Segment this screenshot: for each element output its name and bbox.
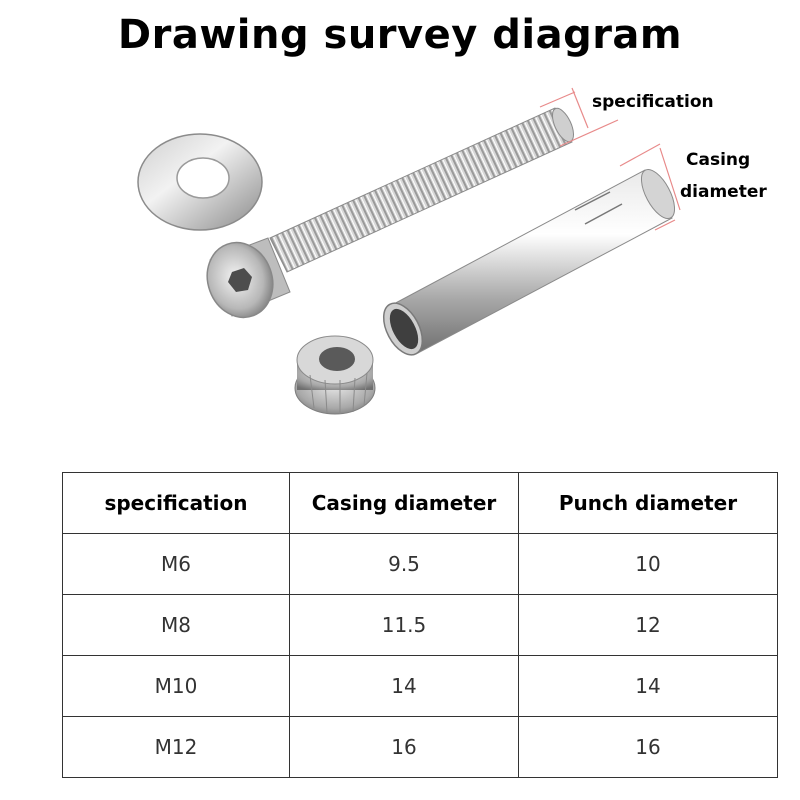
cone-nut-image	[295, 336, 375, 414]
cell-casing-diameter: 11.5	[290, 595, 519, 656]
cell-casing-diameter: 9.5	[290, 534, 519, 595]
page-title: Drawing survey diagram	[117, 12, 683, 58]
annotation-casing-diameter-line2: diameter	[680, 182, 767, 202]
cell-specification: M8	[63, 595, 290, 656]
cell-casing-diameter: 14	[290, 656, 519, 717]
cell-specification: M10	[63, 656, 290, 717]
specification-table	[62, 472, 778, 778]
header-specification: specification	[63, 473, 290, 534]
cell-punch-diameter: 10	[519, 534, 778, 595]
table-row	[63, 717, 778, 778]
annotation-specification: specification	[592, 92, 714, 112]
table-row	[63, 656, 778, 717]
table-row	[63, 534, 778, 595]
annotation-casing-diameter-line1: Casing	[686, 150, 751, 170]
cell-punch-diameter: 16	[519, 717, 778, 778]
product-photo	[0, 70, 800, 470]
table-header-row	[63, 473, 778, 534]
header-casing-diameter: Casing diameter	[290, 473, 519, 534]
header-punch-diameter: Punch diameter	[519, 473, 778, 534]
cell-specification: M6	[63, 534, 290, 595]
table-row	[63, 595, 778, 656]
cell-specification: M12	[63, 717, 290, 778]
washer-image	[138, 134, 262, 230]
cell-punch-diameter: 12	[519, 595, 778, 656]
cell-casing-diameter: 16	[290, 717, 519, 778]
cell-punch-diameter: 14	[519, 656, 778, 717]
